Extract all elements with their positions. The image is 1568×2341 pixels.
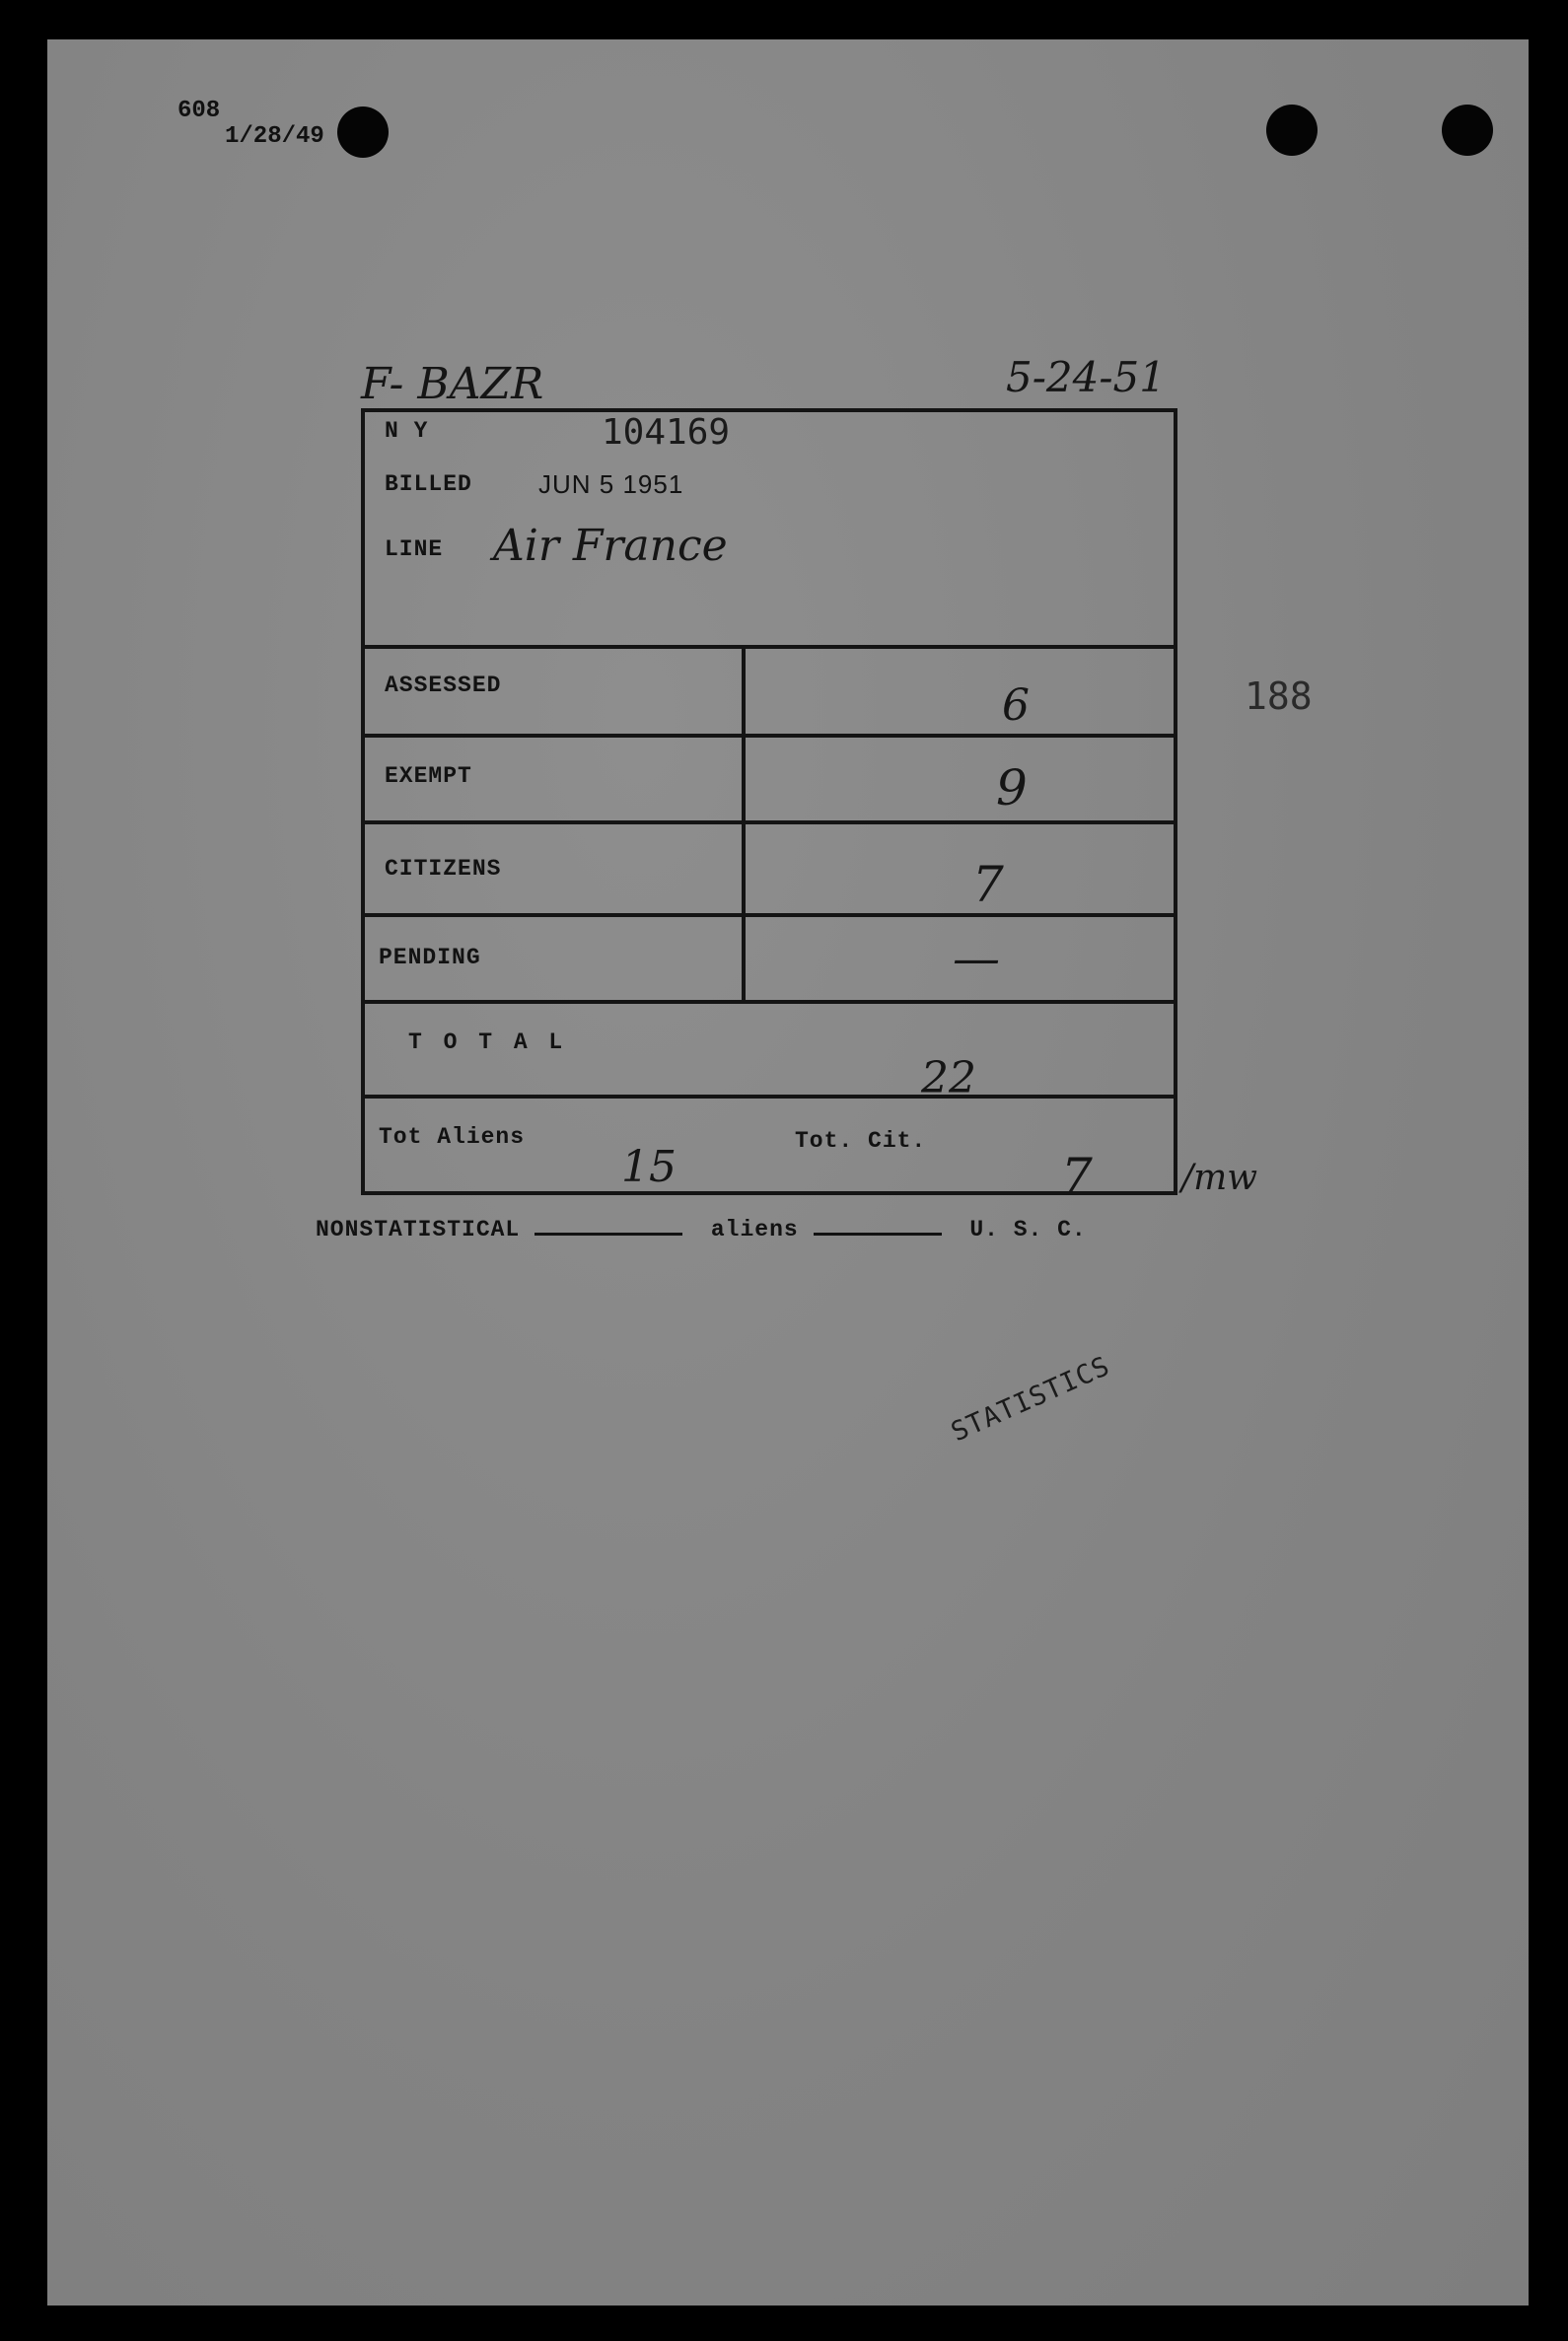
- label-tot-aliens: Tot Aliens: [379, 1124, 526, 1150]
- reference-note-line-1: 608: [178, 98, 221, 124]
- column-divider: [742, 645, 746, 1004]
- reference-note: [178, 99, 324, 150]
- aliens-blank: [814, 1233, 942, 1236]
- label-tot-cit: Tot. Cit.: [795, 1128, 927, 1154]
- punch-hole-left: [337, 106, 389, 158]
- total-value: 22: [921, 1053, 976, 1103]
- registration-handwritten: F- BAZR: [361, 359, 544, 409]
- label-nonstatistical: NONSTATISTICAL: [316, 1217, 521, 1242]
- rule-pending: [365, 1000, 1174, 1004]
- billed-date: JUN 5 1951: [538, 469, 684, 499]
- tot-aliens-value: 15: [621, 1142, 677, 1192]
- pending-value: —: [953, 931, 1000, 986]
- side-number: 188: [1245, 674, 1313, 718]
- label-exempt: EXEMPT: [385, 763, 472, 789]
- rule-top-section: [365, 645, 1174, 649]
- label-pending: PENDING: [379, 945, 481, 970]
- tot-cit-value: 7: [1061, 1148, 1093, 1205]
- exempt-value: 9: [996, 759, 1028, 816]
- punch-hole-middle: [1266, 105, 1318, 156]
- form-number: 104169: [602, 412, 731, 453]
- statistics-form: [361, 408, 1177, 1205]
- label-citizens: CITIZENS: [385, 856, 502, 882]
- date-handwritten: 5-24-51: [1006, 353, 1166, 401]
- label-billed: BILLED: [385, 471, 472, 497]
- reference-note-line-2: 1/28/49: [225, 123, 324, 150]
- label-no: N Y: [385, 418, 429, 444]
- label-aliens: aliens: [710, 1217, 799, 1242]
- nonstatistical-line: [316, 1217, 1087, 1242]
- rule-exempt: [365, 820, 1174, 824]
- punch-hole-right: [1442, 105, 1493, 156]
- label-assessed: ASSESSED: [385, 673, 502, 698]
- assessed-value: 6: [1002, 680, 1030, 731]
- nonstatistical-blank: [535, 1233, 682, 1236]
- initials-handwritten: /mw: [1181, 1158, 1258, 1198]
- rule-assessed: [365, 734, 1174, 738]
- line-value-handwritten: Air France: [493, 521, 728, 571]
- rule-citizens: [365, 913, 1174, 917]
- label-line: LINE: [385, 536, 444, 562]
- label-total: T O T A L: [408, 1029, 567, 1055]
- statistics-stamp: STATISTICS: [947, 1350, 1115, 1449]
- label-usc: U. S. C.: [969, 1217, 1087, 1242]
- rule-total: [365, 1095, 1174, 1099]
- citizens-value: 7: [972, 856, 1004, 913]
